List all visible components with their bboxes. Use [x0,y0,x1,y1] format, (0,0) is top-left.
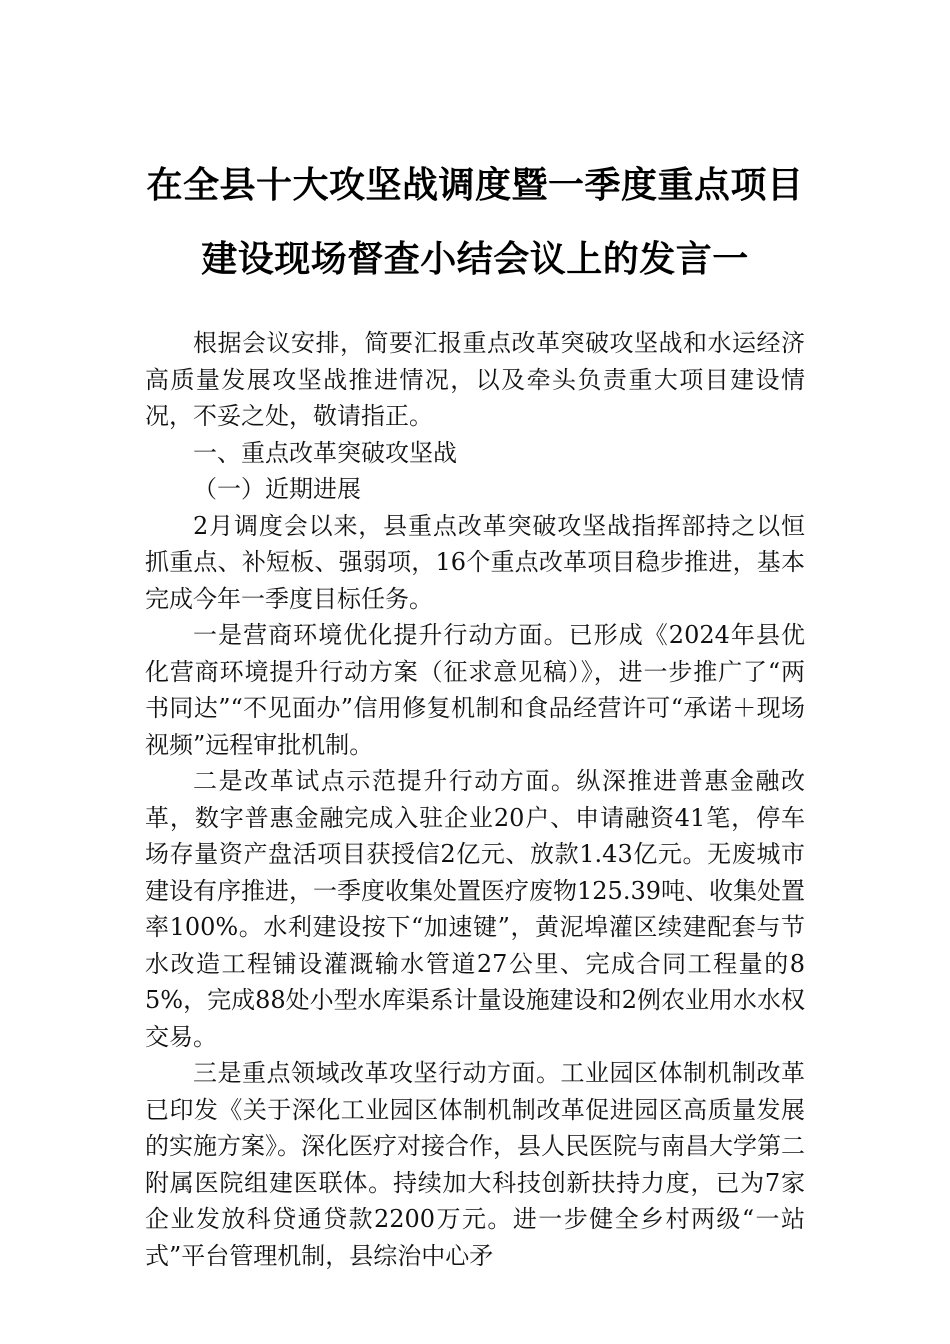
document-body [145,325,805,1274]
intro-paragraph: 根据会议安排，简要汇报重点改革突破攻坚战和水运经济高质量发展攻坚战推进情况，以及牵头负责重大项目建设情况，不妥之处，敬请指正。 [145,329,805,430]
body-paragraph-4: 三是重点领域改革攻坚行动方面。工业园区体制机制改革已印发《关于深化工业园区体制机制改革促进园区高质量发展的实施方案》。深化医疗对接合作，县人民医院与南昌大学第二附属医院组建医联体。持续加大科技创新扶持力度，已为7家企业发放科贷通贷款2200万元。进一步健全乡村两级“一站式”平台管理机制，县综治中心矛 [145,1059,805,1270]
body-paragraph-1: 2月调度会以来，县重点改革突破攻坚战指挥部持之以恒抓重点、补短板、强弱项，16个重点改革项目稳步推进，基本完成今年一季度目标任务。 [145,511,805,613]
document-title-line-1: 在全县十大攻坚战调度暨一季度重点项目 [146,165,804,206]
body-paragraph-2: 一是营商环境优化提升行动方面。已形成《2024年县优化营商环境提升行动方案（征求意见稿）》，进一步推广了“两书同达”“不见面办”信用修复机制和食品经营许可“承诺＋现场视频”远程审批机制。 [145,621,805,759]
body-paragraph-3: 二是改革试点示范提升行动方面。纵深推进普惠金融改革，数字普惠金融完成入驻企业20户、申请融资41笔，停车场存量资产盘活项目获授信2亿元、放款1.43亿元。无废城市建设有序推进，一季度收集处置医疗废物125.39吨、收集处置率100%。水利建设按下“加速键”，黄泥埠灌区续建配套与节水改造工程铺设灌溉输水管道27公里、完成合同工程量的85%，完成88处小型水库渠系计量设施建设和2例农业用水水权交易。 [145,767,805,1051]
subsection-heading: （一）近期进展 [193,475,361,503]
document-title-line-2: 建设现场督查小结会议上的发言一 [201,239,749,280]
section-heading: 一、重点改革突破攻坚战 [193,438,457,467]
